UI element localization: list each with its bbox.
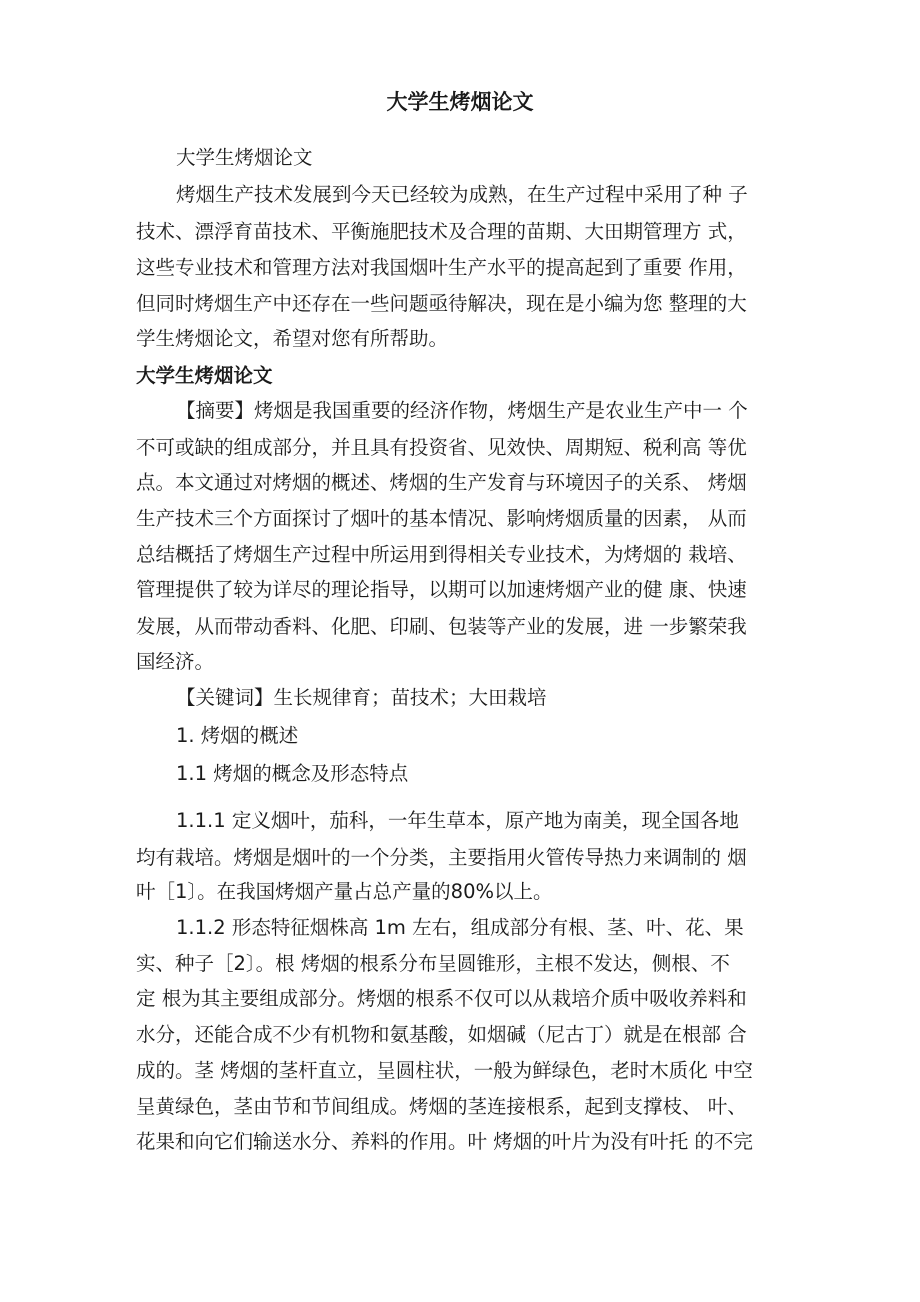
para-1-1-1-line: 叶［1〕。在我国烤烟产量占总产量的80%以上。 xyxy=(136,880,553,903)
abstract-line: 生产技术三个方面探讨了烟叶的基本情况、影响烤烟质量的因素， 从而 xyxy=(136,507,747,530)
intro-line: 技术、漂浮育苗技术、平衡施肥技术及合理的苗期、大田期管理方 式， xyxy=(136,220,747,243)
para-1-1-1-line: 均有栽培。烤烟是烟叶的一个分类，主要指用火管传导热力来调制的 烟 xyxy=(136,846,747,869)
para-1-1-2-line: 1.1.2 形态特征烟株高 1m 左右，组成部分有根、茎、叶、花、果 xyxy=(176,916,744,939)
para-1-1-2-line: 成的。茎 烤烟的茎杆直立，呈圆柱状，一般为鲜绿色，老时木质化 中空 xyxy=(136,1059,753,1082)
abstract-line: 不可或缺的组成部分，并且具有投资省、见效快、周期短、税利高 等优 xyxy=(136,436,747,459)
intro-line: 烤烟生产技术发展到今天已经较为成熟，在生产过程中采用了种 子 xyxy=(176,183,748,206)
heading-1-1: 1.1 烤烟的概念及形态特点 xyxy=(176,762,409,785)
para-1-1-2-line: 花果和向它们输送水分、养料的作用。叶 烤烟的叶片为没有叶托 的不完 xyxy=(136,1130,753,1153)
abstract-line: 管理提供了较为详尽的理论指导，以期可以加速烤烟产业的健 康、快速 xyxy=(136,578,747,601)
para-1-1-2-line: 水分，还能合成不少有机物和氨基酸，如烟碱（尼古丁）就是在根部 合 xyxy=(136,1023,747,1046)
intro-heading: 大学生烤烟论文 xyxy=(176,146,313,169)
document-title: 大学生烤烟论文 xyxy=(386,90,534,114)
para-1-1-2-line: 定 根为其主要组成部分。烤烟的根系不仅可以从栽培介质中吸收养料和 xyxy=(136,987,747,1010)
para-1-1-1-line: 1.1.1 定义烟叶，茄科，一年生草本，原产地为南美，现全国各地 xyxy=(176,809,739,832)
abstract-line: 发展，从而带动香料、化肥、印刷、包装等产业的发展，进 一步繁荣我 xyxy=(136,615,747,638)
abstract-line: 点。本文通过对烤烟的概述、烤烟的生产发育与环境因子的关系、 烤烟 xyxy=(136,471,747,494)
heading-1: 1. 烤烟的概述 xyxy=(176,724,299,747)
intro-line: 这些专业技术和管理方法对我国烟叶生产水平的提高起到了重要 作用， xyxy=(136,256,747,279)
intro-line: 学生烤烟论文，希望对您有所帮助。 xyxy=(136,327,449,350)
para-1-1-2-line: 实、种子［2〕。根 烤烟的根系分布呈圆锥形，主根不发达，侧根、不 xyxy=(136,952,730,975)
abstract-line: 国经济。 xyxy=(136,650,215,673)
section-heading: 大学生烤烟论文 xyxy=(136,364,273,387)
abstract-line: 【摘要】烤烟是我国重要的经济作物，烤烟生产是农业生产中一 个 xyxy=(176,399,748,422)
para-1-1-2-line: 呈黄绿色，茎由节和节间组成。烤烟的茎连接根系，起到支撑枝、 叶、 xyxy=(136,1095,747,1118)
abstract-line: 总结概括了烤烟生产过程中所运用到得相关专业技术，为烤烟的 栽培、 xyxy=(136,543,747,566)
keywords-line: 【关键词】生长规律育；苗技术；大田栽培 xyxy=(176,686,547,709)
intro-line: 但同时烤烟生产中还存在一些问题亟待解决，现在是小编为您 整理的大 xyxy=(136,292,747,315)
